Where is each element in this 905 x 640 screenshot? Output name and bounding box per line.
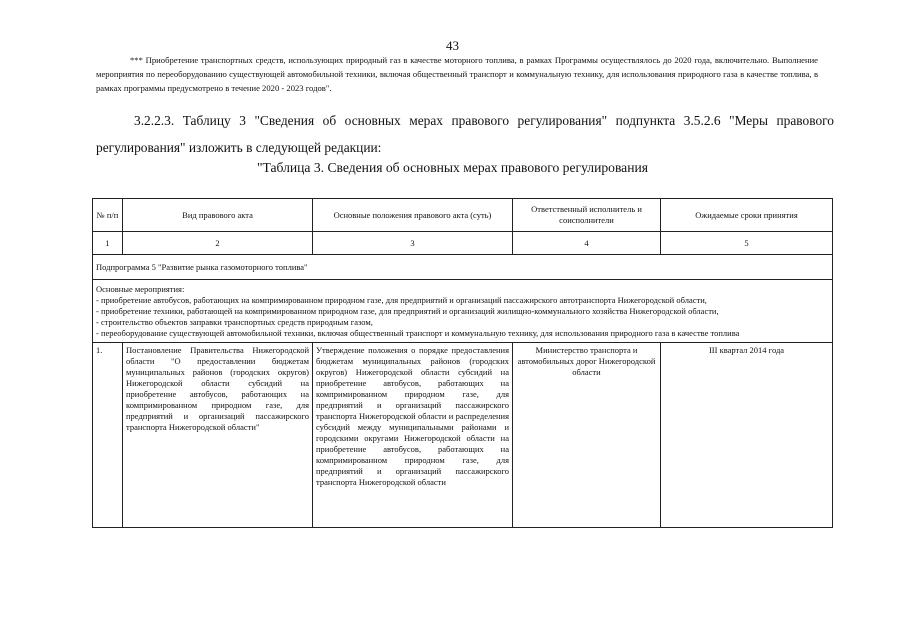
table-row	[93, 343, 833, 528]
column-number-row	[93, 232, 833, 255]
header-provisions: Основные положения правового акта (суть)	[313, 199, 513, 232]
subprogram-title: Подпрограмма 5 "Развитие рынка газомоторного топлива"	[93, 255, 833, 280]
row-responsible: Министерство транспорта и автомобильных дорог Нижегородской области	[513, 343, 661, 528]
row-provisions: Утверждение положения о порядке предоставления бюджетам муниципальных районов (городских округов) Нижегородской области субсидий на приобретение автобусов, работающих на компримированном природном газе, для предприятий и организаций пассажирского транспорта Нижегородской области и распределения субсидий между муниципальными районами и городскими округами Нижегородской области на приобретение автобусов, работающих на компримированном природном газе, для предприятий и организаций пассажирского транспорта Нижегородской области	[313, 343, 513, 528]
column-number: 2	[123, 232, 313, 255]
column-number: 4	[513, 232, 661, 255]
header-deadline: Ожидаемые сроки принятия	[661, 199, 833, 232]
table-caption: "Таблица 3. Сведения об основных мерах правового регулирования	[256, 160, 649, 175]
main-events-row	[93, 280, 833, 343]
header-number: № п/п	[93, 199, 123, 232]
event-line: Основные мероприятия:	[96, 284, 185, 294]
event-line: - строительство объектов заправки транспортных средств природным газом,	[96, 317, 373, 327]
event-line: - приобретение техники, работающей на компримированном природном газе, для предприятий и организаций жилищно-коммунального хозяйства Нижегородской области,	[96, 306, 719, 316]
footnote: *** Приобретение транспортных средств, использующих природный газ в качестве моторного топлива, в рамках Программы осуществлялось до 2020 года, включительно. Выполнение мероприятия по переоборудованию существующей автомобильной техники, включая общественный транспорт и коммунальную технику, для использования природного газа в качестве топлива, в рамках программы предусмотрено в течение 2020 - 2023 годов".	[96, 55, 818, 93]
table-header-row	[93, 199, 833, 232]
page-number: 43	[446, 38, 459, 53]
row-act-type: Постановление Правительства Нижегородской области "О предоставлении бюджетам муниципальных районов (городских округов) Нижегородской области субсидий на приобретение автобусов, работающих на компримированном природном газе, для предприятий и организаций пассажирского транспорта Нижегородской области"	[123, 343, 313, 528]
column-number: 1	[93, 232, 123, 255]
column-number: 3	[313, 232, 513, 255]
header-responsible: Ответственный исполнитель и соисполнители	[513, 199, 661, 232]
main-events-cell	[93, 280, 833, 343]
row-number: 1.	[93, 343, 123, 528]
event-line: - приобретение автобусов, работающих на компримированном природном газе, для предприятий и организаций пассажирского автотранспорта Нижегородской области,	[96, 295, 707, 305]
column-number: 5	[661, 232, 833, 255]
legal-measures-table	[92, 198, 833, 528]
subprogram-row	[93, 255, 833, 280]
row-deadline: III квартал 2014 года	[661, 343, 833, 528]
event-line: - переоборудование существующей автомобильной техники, включая общественный транспорт и коммунальную технику, для использования природного газа в качестве топлива	[96, 328, 740, 338]
header-act-type: Вид правового акта	[123, 199, 313, 232]
amendment-paragraph: 3.2.2.3. Таблицу 3 "Сведения об основных мерах правового регулирования" подпункта 3.5.2.6 "Меры правового регулирования" изложить в следующей редакции:	[96, 113, 834, 155]
